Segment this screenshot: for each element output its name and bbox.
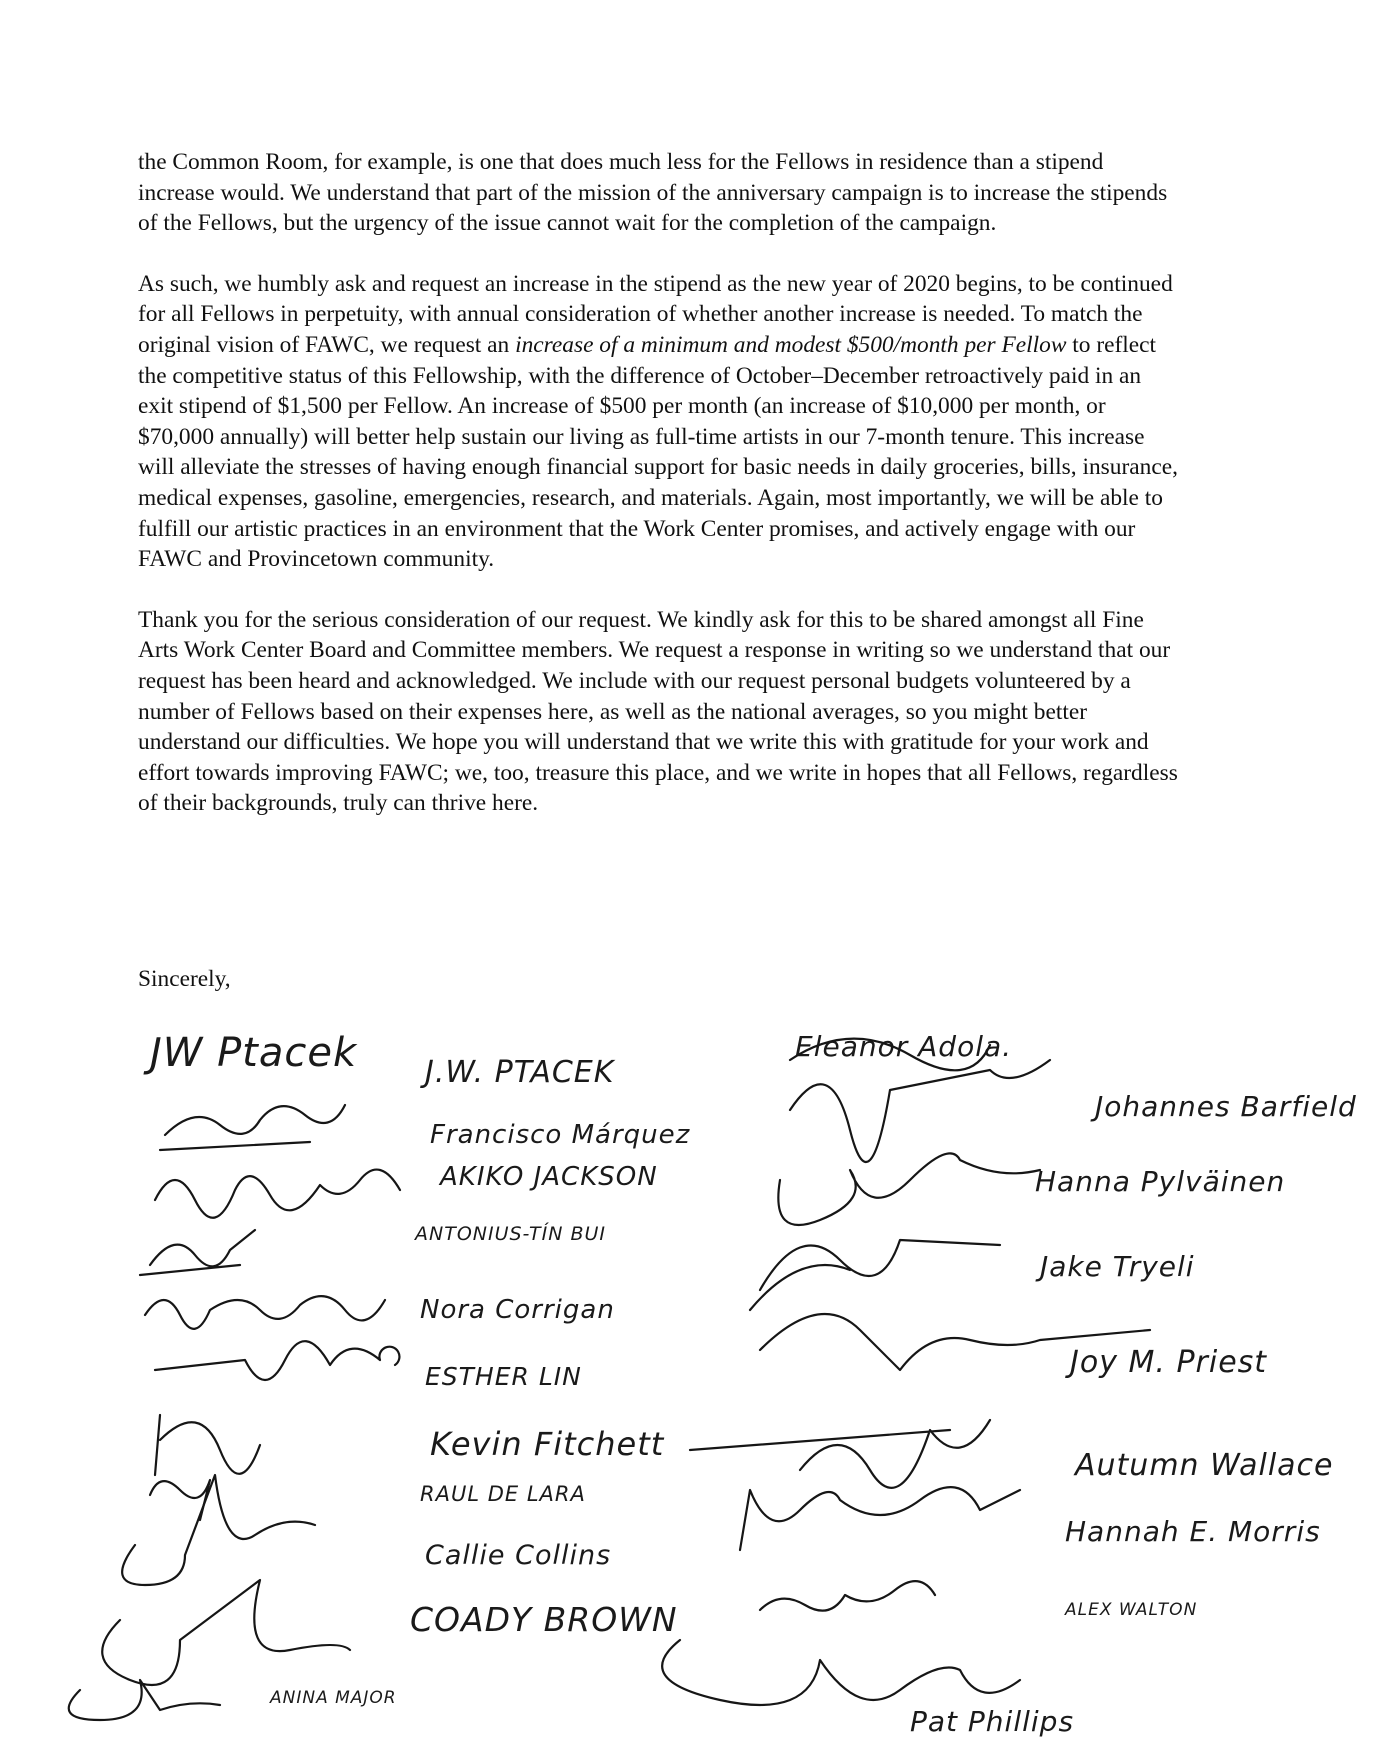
printed-name-major: ANINA MAJOR (270, 1688, 397, 1708)
scribble-morris (740, 1487, 1020, 1550)
signature-tryeli-cursive: Jake Tryeli (1040, 1250, 1195, 1283)
printed-name-collins: Callie Collins (425, 1540, 612, 1571)
scribble-major (69, 1680, 220, 1720)
scribble-bui (140, 1230, 255, 1275)
signature-pylvainen-cursive: Hanna Pylväinen (1035, 1165, 1286, 1198)
scribble-corrigan (145, 1296, 385, 1329)
printed-name-walton: ALEX WALTON (1065, 1600, 1198, 1620)
signature-barfield-cursive: Johannes Barfield (1095, 1090, 1357, 1123)
scribble-phillips (662, 1640, 1020, 1705)
scribble-adola (790, 1039, 990, 1071)
signature-jw-ptacek-cursive: JW Ptacek (150, 1030, 358, 1076)
printed-name-lin: ESTHER LIN (425, 1362, 582, 1391)
scribble-pylvainen (778, 1153, 1040, 1225)
printed-name-de-lara: RAUL DE LARA (420, 1482, 586, 1506)
scribble-lin (155, 1341, 399, 1380)
printed-name-marquez: Francisco Márquez (430, 1120, 691, 1150)
scribble-marquez (160, 1105, 345, 1150)
scribble-priest (760, 1314, 1150, 1370)
paragraph-3: Thank you for the serious consideration of our request. We kindly ask for this to be shared amongst all Fine Arts Work Center Board and Committee members. We request a response in writing so we understand that our request has been heard and acknowledged. We include with our request personal budgets volunteered by a number of Fellows based on their expenses here, as well as the national averages, so you might better understand our difficulties. We hope you will understand that we write this with gratitude for your work and effort towards improving FAWC; we, too, treasure this place, and we write in hopes that all Fellows, regardless of their backgrounds, truly can thrive here. (138, 606, 1178, 817)
closing-salutation: Sincerely, (138, 966, 231, 992)
scribble-barfield (790, 1060, 1050, 1162)
scribble-walton (760, 1581, 935, 1611)
scribble-wallace (690, 1420, 990, 1488)
printed-name-ptacek: J.W. PTACEK (425, 1055, 615, 1090)
scribble-brown (102, 1580, 350, 1685)
scribble-jackson (155, 1170, 400, 1218)
printed-name-bui: ANTONIUS-TÍN BUI (415, 1223, 607, 1245)
scribble-fitchett (155, 1415, 260, 1475)
scribble-tryeli (750, 1240, 1000, 1310)
signature-phillips-cursive: Pat Phillips (910, 1705, 1075, 1738)
paragraph-2-emphasis: increase of a minimum and modest $500/month per Fellow (515, 331, 1067, 358)
paragraph-2-text-b: to reflect the competitive status of this Fellowship, with the difference of October–December retroactively paid in an exit stipend of $1,500 per Fellow. An increase of $500 per month (an increase of $10,000 per month, or $70,000 annually) will better help sustain our living as full-time artists in our 7-month tenure. This increase will alleviate the stresses of having enough financial support for basic needs in daily groceries, bills, insurance, medical expenses, gasoline, emergencies, research, and materials. Again, most importantly, we will be able to fulfill our artistic practices in an environment that the Work Center promises, and actively engage with our FAWC and Provincetown community. (138, 331, 1178, 573)
signature-morris-cursive: Hannah E. Morris (1065, 1515, 1321, 1548)
paragraph-1: the Common Room, for example, is one that does much less for the Fellows in residence than a stipend increase would. We understand that part of the mission of the anniversary campaign is to increase the stipends of the Fellows, but the urgency of the issue cannot wait for the completion of the campaign. (138, 149, 1168, 237)
printed-name-brown: COADY BROWN (410, 1600, 678, 1639)
printed-name-jackson: AKIKO JACKSON (440, 1162, 658, 1192)
printed-name-fitchett: Kevin Fitchett (430, 1425, 665, 1463)
paragraph-2-text-a: As such, we humbly ask and request an increase in the stipend as the new year of 2020 begins, to be continued for all Fellows in perpetuity, with annual consideration of whether another increase is needed. To match the original vision of FAWC, we request an (138, 270, 1173, 358)
signature-adola-cursive: Eleanor Adola. (795, 1030, 1013, 1063)
signature-priest-cursive: Joy M. Priest (1070, 1345, 1268, 1380)
printed-name-corrigan: Nora Corrigan (420, 1295, 615, 1325)
signature-wallace-cursive: Autumn Wallace (1075, 1448, 1334, 1483)
